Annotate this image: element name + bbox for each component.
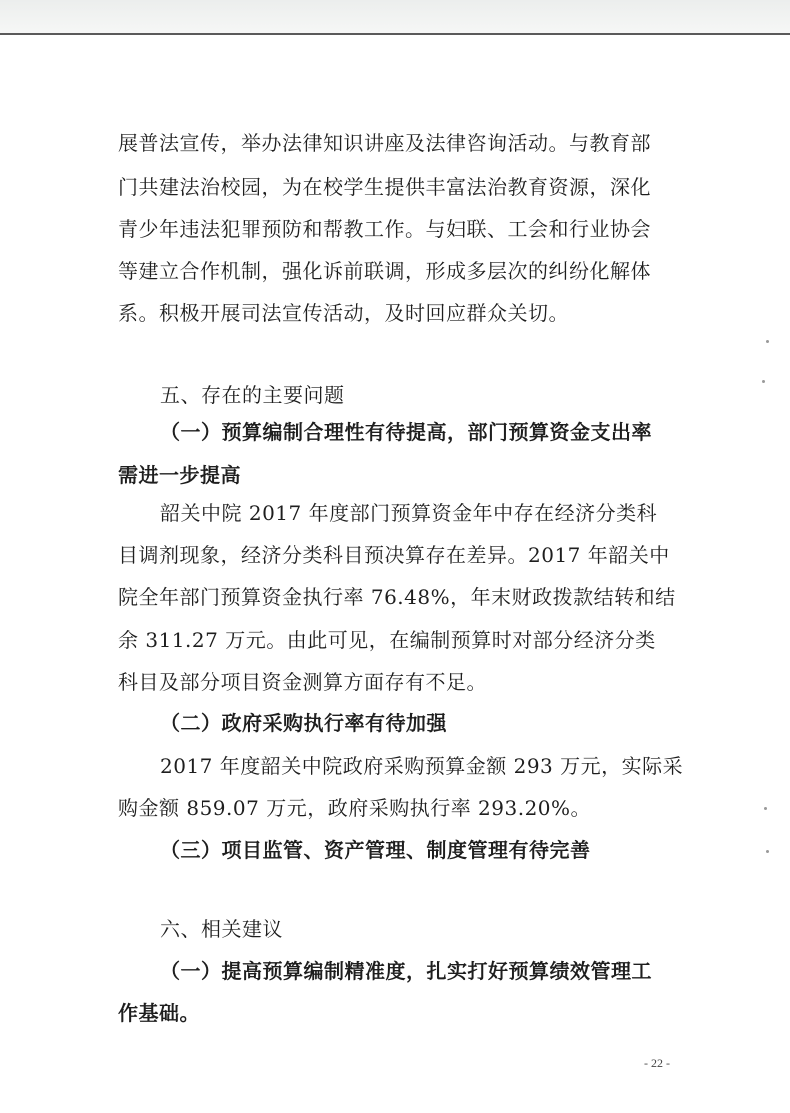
- scan-speck: [766, 340, 769, 343]
- subsection-heading: 作基础。: [118, 1001, 200, 1025]
- paragraph-line: 门共建法治校园，为在校学生提供丰富法治教育资源，深化: [118, 175, 651, 199]
- paragraph-line: 展普法宣传，举办法律知识讲座及法律咨询活动。与教育部: [118, 131, 651, 155]
- subsection-heading: （二）政府采购执行率有待加强: [160, 711, 447, 735]
- subsection-heading: （一）提高预算编制精准度，扎实打好预算绩效管理工: [160, 959, 652, 983]
- paragraph-line: 余 311.27 万元。由此可见，在编制预算时对部分经济分类: [118, 628, 656, 652]
- scan-speck: [762, 380, 765, 383]
- paragraph-line: 青少年违法犯罪预防和帮教工作。与妇联、工会和行业协会: [118, 217, 651, 241]
- subsection-heading: 需进一步提高: [118, 463, 241, 487]
- paragraph-line: 2017 年度韶关中院政府采购预算金额 293 万元，实际采: [160, 754, 684, 778]
- page-number: - 22 -: [644, 1056, 670, 1070]
- paragraph-line: 购金额 859.07 万元，政府采购执行率 293.20%。: [118, 796, 592, 820]
- subsection-heading: （一）预算编制合理性有待提高，部门预算资金支出率: [160, 420, 652, 444]
- subsection-heading: （三）项目监管、资产管理、制度管理有待完善: [160, 838, 591, 862]
- section-heading: 五、存在的主要问题: [160, 383, 345, 407]
- scan-speck: [766, 850, 769, 853]
- scan-header-rule: [0, 33, 790, 35]
- paragraph-line: 院全年部门预算资金执行率 76.48%，年末财政拨款结转和结: [118, 585, 676, 609]
- paragraph-line: 等建立合作机制，强化诉前联调，形成多层次的纠纷化解体: [118, 259, 651, 283]
- scan-header-edge: [0, 0, 790, 34]
- section-heading: 六、相关建议: [160, 917, 283, 941]
- paragraph-line: 系。积极开展司法宣传活动，及时回应群众关切。: [118, 301, 569, 325]
- paragraph-line: 目调剂现象，经济分类科目预决算存在差异。2017 年韶关中: [118, 543, 670, 567]
- scan-speck: [764, 807, 767, 810]
- paragraph-line: 韶关中院 2017 年度部门预算资金年中存在经济分类科: [160, 501, 658, 525]
- paragraph-line: 科目及部分项目资金测算方面存有不足。: [118, 670, 487, 694]
